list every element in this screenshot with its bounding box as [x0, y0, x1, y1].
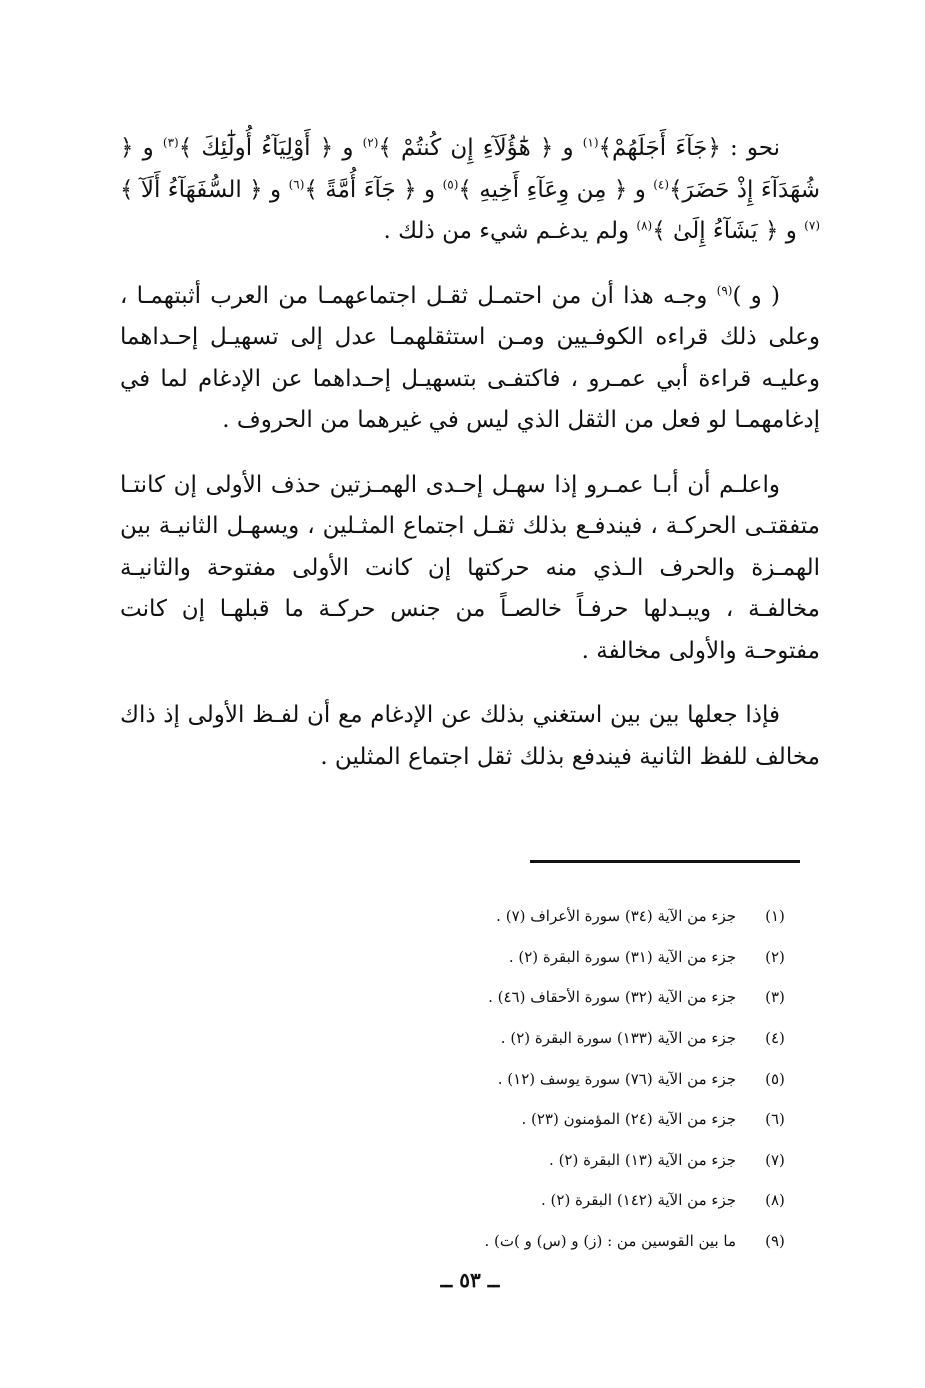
- footnote-marker: (١): [582, 135, 599, 150]
- footnote-marker: (٢): [362, 135, 379, 150]
- footnote-marker: (٣): [162, 135, 179, 150]
- footnote-marker: (٥): [442, 176, 459, 191]
- paragraph-text: و ﴿ مِن وِعَآءِ أَخِيهِ ﴾: [458, 176, 654, 203]
- paragraph-4: [120, 695, 820, 778]
- footnote-marker: (٦): [288, 176, 305, 191]
- footnote-text: جزء من الآية (١٤٢) البقرة (٢) .: [540, 1191, 736, 1210]
- footnote-item: [300, 896, 800, 937]
- paragraph-text: فإذا جعلها بين بين استغني بذلك عن الإدغام مع أن لفـظ الأولى إذ ذاك مخالف للفظ الثانية فيندفع بذلك ثقل اجتماع المثلين .: [120, 702, 820, 770]
- paragraph-2: [120, 276, 820, 442]
- footnote-text: جزء من الآية (١٣) البقرة (٢) .: [549, 1150, 736, 1169]
- footnote-marker: (٨): [636, 218, 653, 233]
- footnote-number: (٥): [765, 1069, 785, 1088]
- footnote-text: جزء من الآية (٣١) سورة البقرة (٢) .: [508, 947, 736, 966]
- paragraph-text: و ﴿ جَآءَ أُمَّةً ﴾: [304, 176, 443, 203]
- footnote-item: [300, 1180, 800, 1221]
- paragraph-text: ولم يدغـم شيء من ذلك .: [383, 218, 637, 244]
- footnote-text: ما بين القوسين من : (ز) و (س) و )ت) .: [484, 1232, 736, 1251]
- paragraph-text: واعلـم أن أبـا عمـرو إذا سهـل إحـدى الهمـزتين حذف الأولى إن كانتـا متفقتـى الحركـة ، فيندفـع بذلك ثقـل اجتماع المثـلين ، ويسهـل الثانيـة بين الهمـزة والحرف الـذي منه حركتها إن كانت الأولى مفتوحة والثانيـة مخالفـة ، ويبـدلها حرفـاً خالصـاً من جنس حركـة ما قبلهـا إن كانت مفتوحـة والأولى مخالفة .: [120, 471, 820, 664]
- footnote-number: (٩): [765, 1232, 785, 1251]
- footnote-item: [300, 1058, 800, 1099]
- paragraph-text: و ﴿ شُهَدَآءَ إِذْ حَضَرَ﴾: [120, 135, 820, 203]
- footnote-number: (٢): [765, 947, 785, 966]
- paragraph-text: و ﴿ هَٰٓؤُلَآءِ إِن كُنتُمْ ﴾: [378, 135, 583, 161]
- footnote-marker: (٧): [804, 218, 820, 233]
- footnote-number: (٦): [765, 1110, 785, 1129]
- paragraph-3: [120, 465, 820, 673]
- paragraph-1: [120, 128, 820, 253]
- footnote-item: [300, 1140, 800, 1181]
- footnote-separator: [530, 860, 800, 863]
- footnote-number: (٤): [765, 1029, 785, 1048]
- body-text: [120, 128, 820, 801]
- footnote-number: (٧): [765, 1150, 785, 1169]
- footnote-marker: (٤): [653, 176, 670, 191]
- paragraph-text: و ﴿ أَوْلِيَآءُ أُولَٰٓئِكَ ﴾: [178, 135, 363, 161]
- page-number: ــ ٥٣ ــ: [440, 1268, 500, 1292]
- footnote-item: [300, 937, 800, 978]
- footnote-number: (١): [765, 907, 785, 926]
- paragraph-text: وجـه هذا أن من احتمـل ثقـل اجتماعهمـا من العرب أثبتهمـا ، وعلى ذلك قراءه الكوفـيين ومـن استثقلهمـا عدل إلى تسهيـل إحـداهما وعليـه قراءة أبي عمـرو ، فاكتفـى بتسهيـل إحـداهما عن الإدغام لما في إدغامهمـا لو فعل من الثقل الذي ليس في غيرهما من الحروف .: [120, 282, 820, 433]
- footnote-marker: (٩): [716, 282, 733, 297]
- footnote-text: جزء من الآية (١٣٣) سورة البقرة (٢) .: [500, 1029, 736, 1048]
- footnote-text: جزء من الآية (٣٢) سورة الأحقاف (٤٦) .: [488, 988, 736, 1007]
- footnote-number: (٣): [765, 988, 785, 1007]
- footnote-number: (٨): [765, 1191, 785, 1210]
- footnote-text: جزء من الآية (٧٦) سورة يوسف (١٢) .: [497, 1069, 736, 1088]
- footnote-item: [300, 977, 800, 1018]
- paragraph-text: نحو : ﴿جَآءَ أَجَلَهُمْ﴾: [598, 135, 780, 161]
- footnote-item: [300, 1221, 800, 1262]
- footnote-item: [300, 1018, 800, 1059]
- footnotes: [300, 896, 800, 1261]
- paragraph-text: و ﴿ يَشَآءُ إِلَىٰ ﴾: [652, 218, 805, 244]
- paragraph-text: و ﴿ السُّفَهَآءُ أَلَآ ﴾: [120, 176, 289, 203]
- footnote-text: جزء من الآية (٣٤) سورة الأعراف (٧) .: [496, 907, 736, 926]
- footnote-item: [300, 1099, 800, 1140]
- paragraph-text: ( و ): [732, 282, 780, 309]
- footnote-text: جزء من الآية (٢٤) المؤمنون (٢٣) .: [521, 1110, 736, 1129]
